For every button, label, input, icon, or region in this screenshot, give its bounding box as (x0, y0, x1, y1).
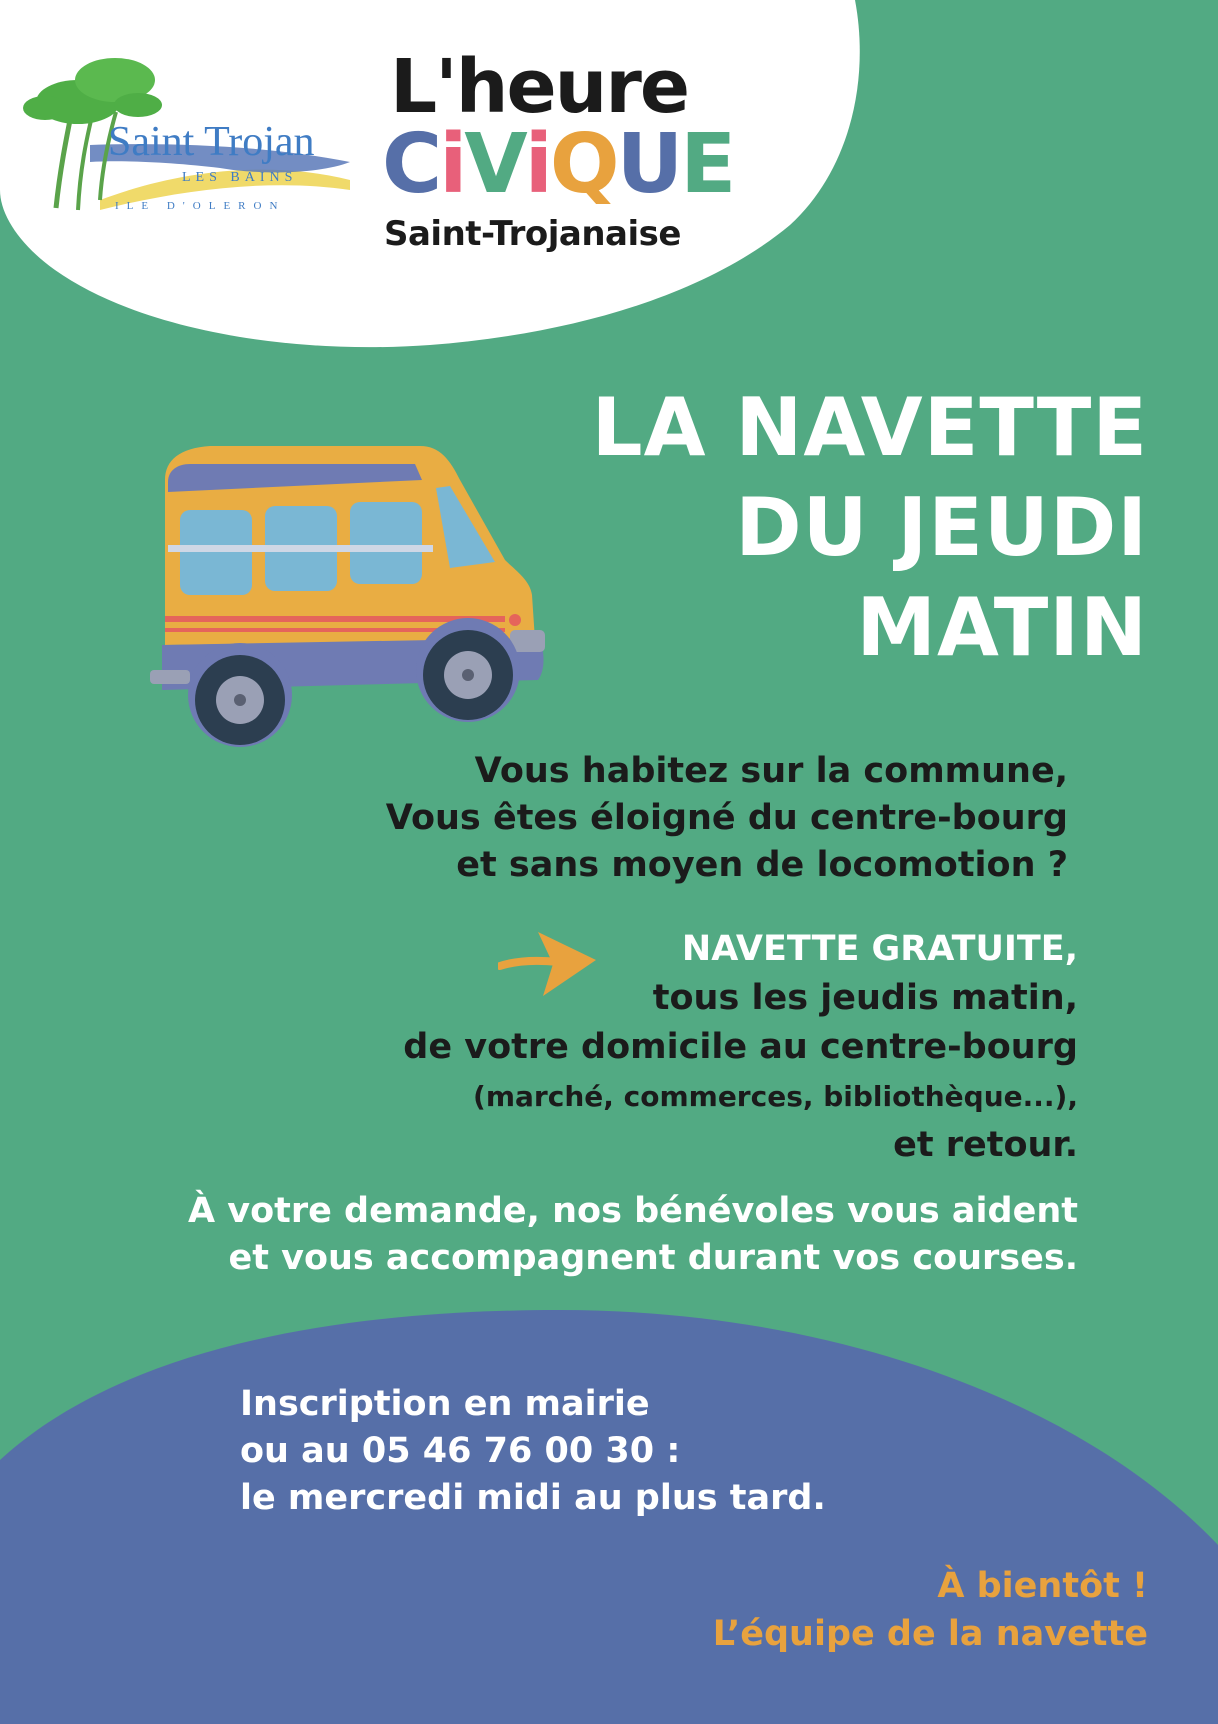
registration-line: le mercredi midi au plus tard. (240, 1478, 826, 1518)
help-line: À votre demande, nos bénévoles vous aident (187, 1191, 1078, 1231)
info-line: tous les jeudis matin, (652, 978, 1078, 1018)
info-line: et retour. (893, 1125, 1078, 1165)
registration-block (240, 1381, 826, 1522)
logo-island: ILE D'OLERON (115, 200, 286, 212)
question-line: Vous habitez sur la commune, (474, 751, 1068, 791)
closing-line: À bientôt ! (937, 1566, 1148, 1606)
registration-line: Inscription en mairie (240, 1384, 650, 1424)
logo-name: Saint Trojan (108, 119, 315, 165)
civique-letter: i (524, 117, 550, 212)
question-block (386, 748, 1068, 889)
civique-letter: E (680, 117, 734, 212)
closing-block (713, 1562, 1148, 1658)
registration-phone: ou au 05 46 76 00 30 : (240, 1431, 681, 1471)
civique-letter: C (382, 117, 440, 212)
civique-word (382, 117, 734, 212)
civique-letter: U (616, 117, 681, 212)
info-line: de votre domicile au centre-bourg (403, 1027, 1078, 1067)
logo-subtitle: LES BAINS (182, 170, 298, 185)
civique-letter: Q (549, 117, 617, 212)
help-block (188, 1188, 1078, 1282)
civique-letter: V (464, 117, 525, 212)
headline-line: LA NAVETTE (591, 381, 1148, 474)
heure-subtitle: Saint-Trojanaise (384, 214, 681, 254)
free-shuttle-label: NAVETTE GRATUITE, (681, 929, 1078, 969)
minibus-illustration-icon (150, 440, 600, 760)
question-line: et sans moyen de locomotion ? (456, 845, 1068, 885)
question-line: Vous êtes éloigné du centre-bourg (385, 798, 1068, 838)
civique-letter: i (439, 117, 465, 212)
info-line: (marché, commerces, bibliothèque...), (473, 1080, 1078, 1113)
headline-line: MATIN (856, 581, 1148, 674)
heure-title: L'heure (390, 44, 689, 130)
help-line: et vous accompagnent durant vos courses. (228, 1238, 1078, 1278)
headline-line: DU JEUDI (735, 481, 1148, 574)
closing-signature: L’équipe de la navette (712, 1614, 1148, 1654)
info-block (403, 925, 1078, 1170)
headline (592, 378, 1148, 678)
